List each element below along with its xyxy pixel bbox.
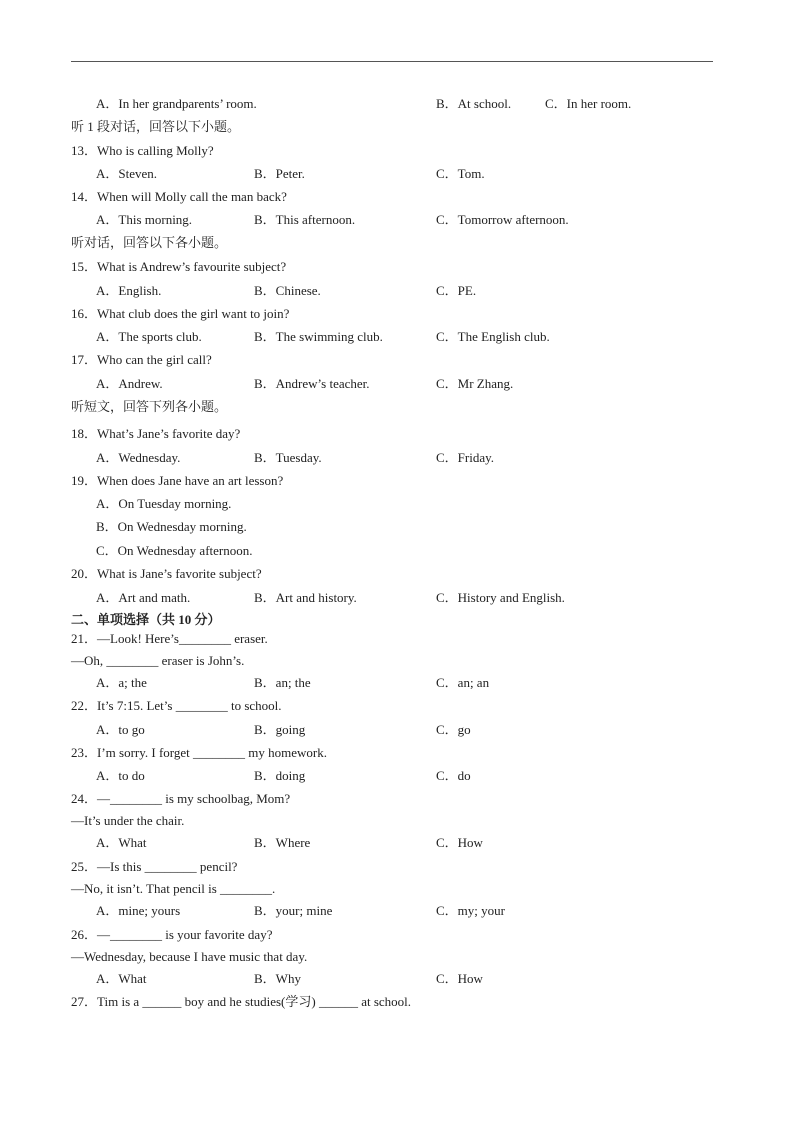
q14-option-c: C．Tomorrow afternoon. (436, 212, 569, 227)
question-26-reply: —Wednesday, because I have music that day. (71, 949, 308, 964)
question-17: 17．Who can the girl call? (71, 352, 212, 367)
question-19: 19．When does Jane have an art lesson? (71, 473, 284, 488)
q15-option-a: A．English. (96, 283, 162, 298)
q14-option-b: B．This afternoon. (254, 212, 356, 227)
q22-option-c: C．go (436, 722, 471, 737)
option-a: A．In her grandparents’ room. (96, 96, 257, 111)
q17-option-b: B．Andrew’s teacher. (254, 376, 370, 391)
section-instruction: 听对话，回答以下各小题。 (71, 235, 228, 250)
section-instruction: 听短文，回答下列各小题。 (71, 399, 228, 414)
q22-option-a: A．to go (96, 722, 145, 737)
question-24: 24．—________ is my schoolbag, Mom? (71, 791, 291, 806)
q23-option-a: A．to do (96, 768, 145, 783)
question-20: 20．What is Jane’s favorite subject? (71, 566, 262, 581)
question-16: 16．What club does the girl want to join? (71, 306, 290, 321)
q15-option-c: C．PE. (436, 283, 477, 298)
question-26: 26．—________ is your favorite day? (71, 927, 273, 942)
q16-option-b: B．The swimming club. (254, 329, 383, 344)
q23-option-b: B．doing (254, 768, 306, 783)
q20-option-b: B．Art and history. (254, 590, 357, 605)
q13-option-a: A．Steven. (96, 166, 158, 181)
q25-option-a: A．mine; yours (96, 903, 181, 918)
q17-option-c: C．Mr Zhang. (436, 376, 514, 391)
q23-option-c: C．do (436, 768, 471, 783)
q16-option-a: A．The sports club. (96, 329, 202, 344)
q14-option-a: A．This morning. (96, 212, 193, 227)
q18-option-c: C．Friday. (436, 450, 495, 465)
q25-option-b: B．your; mine (254, 903, 333, 918)
q21-option-b: B．an; the (254, 675, 311, 690)
q15-option-b: B．Chinese. (254, 283, 321, 298)
q25-option-c: C．my; your (436, 903, 505, 918)
q24-option-b: B．Where (254, 835, 311, 850)
question-18: 18．What’s Jane’s favorite day? (71, 426, 241, 441)
q13-option-c: C．Tom. (436, 166, 485, 181)
q20-option-a: A．Art and math. (96, 590, 191, 605)
q19-option-c: C．On Wednesday afternoon. (96, 543, 253, 558)
q24-option-a: A．What (96, 835, 147, 850)
question-21-reply: —Oh, ________ eraser is John’s. (71, 653, 245, 668)
q18-option-a: A．Wednesday. (96, 450, 181, 465)
question-14: 14．When will Molly call the man back? (71, 189, 287, 204)
option-b: B．At school. (436, 96, 512, 111)
q22-option-b: B．going (254, 722, 306, 737)
q16-option-c: C．The English club. (436, 329, 550, 344)
question-21: 21．—Look! Here’s________ eraser. (71, 631, 268, 646)
q26-option-b: B．Why (254, 971, 301, 986)
question-22: 22．It’s 7:15. Let’s ________ to school. (71, 698, 282, 713)
question-13: 13．Who is calling Molly? (71, 143, 214, 158)
q21-option-a: A．a; the (96, 675, 147, 690)
part-title: 二、单项选择（共 10 分） (71, 612, 221, 627)
question-25: 25．—Is this ________ pencil? (71, 859, 238, 874)
option-c: C．In her room. (545, 96, 632, 111)
q26-option-a: A．What (96, 971, 147, 986)
question-23: 23．I’m sorry. I forget ________ my homework. (71, 745, 327, 760)
question-27: 27．Tim is a ______ boy and he studies(学习) ______ at school. (71, 994, 412, 1009)
q20-option-c: C．History and English. (436, 590, 565, 605)
q18-option-b: B．Tuesday. (254, 450, 322, 465)
q17-option-a: A．Andrew. (96, 376, 163, 391)
question-24-reply: —It’s under the chair. (71, 813, 185, 828)
q21-option-c: C．an; an (436, 675, 490, 690)
q19-option-a: A．On Tuesday morning. (96, 496, 232, 511)
q19-option-b: B．On Wednesday morning. (96, 519, 247, 534)
question-15: 15．What is Andrew’s favourite subject? (71, 259, 287, 274)
q13-option-b: B．Peter. (254, 166, 305, 181)
header-rule (71, 61, 713, 62)
q24-option-c: C．How (436, 835, 483, 850)
question-25-reply: —No, it isn’t. That pencil is ________. (71, 881, 276, 896)
q26-option-c: C．How (436, 971, 483, 986)
section-instruction: 听 1 段对话，回答以下小题。 (71, 119, 241, 134)
